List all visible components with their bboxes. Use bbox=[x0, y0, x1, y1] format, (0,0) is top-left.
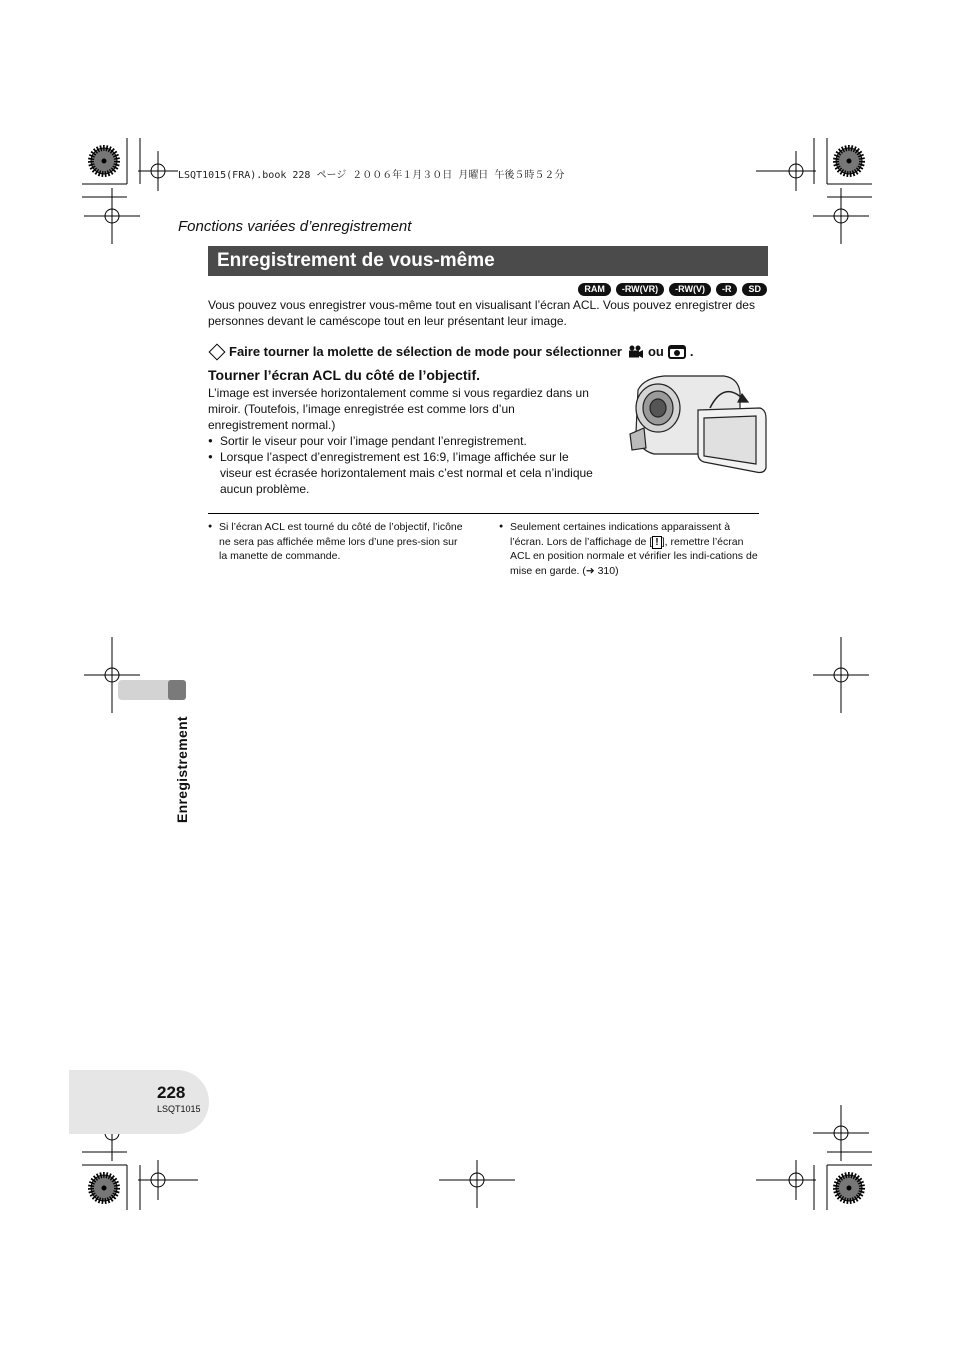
warning-icon: ! bbox=[652, 536, 662, 549]
badge-ram: RAM bbox=[578, 283, 611, 296]
note-right bbox=[499, 520, 765, 578]
step-text: Faire tourner la molette de sélection de mode pour sélectionner bbox=[229, 344, 622, 359]
side-tab-label: Enregistrement bbox=[174, 716, 190, 823]
badge-rw-v: -RW(V) bbox=[669, 283, 711, 296]
badge-rw-vr: -RW(VR) bbox=[616, 283, 664, 296]
bullet-item: ● Lorsque l’aspect d’enregistrement est 16:9, l’image affichée sur le viseur est écrasée horizontalement mais c’est normal et cela n’indique aucun problème. bbox=[208, 449, 598, 497]
note-right-text bbox=[499, 520, 765, 578]
section-header: Fonctions variées d’enregistrement bbox=[178, 218, 412, 235]
page-number: 228 bbox=[157, 1083, 186, 1102]
note-right-part2: ], remettre l’écran ACL en position normale et vérifier les indi-cations de mise en garde. (➜ 310) bbox=[510, 535, 758, 577]
intro-text: Vous pouvez vous enregistrer vous-même tout en visualisant l’écran ACL. Vous pouvez enregistrer des personnes devant le caméscope tout en leur présentant leur image. bbox=[208, 298, 755, 328]
still-camera-icon bbox=[668, 345, 686, 359]
movie-camera-icon bbox=[628, 345, 644, 359]
page-title: Enregistrement de vous-même bbox=[217, 250, 495, 271]
note-right-part1: Seulement certaines indications apparaissent à l’écran. Lors de l’affichage de [ bbox=[510, 521, 731, 548]
note-left-text: ● Si l’écran ACL est tourné du côté de l’objectif, l’icône ne sera pas affichée même lors d’une pres-sion sur la manette de commande. bbox=[208, 520, 468, 564]
badge-r: -R bbox=[716, 283, 738, 296]
print-header: LSQT1015(FRA).book 228 ページ ２００６年１月３０日 月曜日 午後５時５２分 bbox=[178, 170, 565, 181]
title-bar bbox=[208, 246, 768, 276]
step-end: . bbox=[689, 344, 694, 359]
page-code: LSQT1015 bbox=[157, 1104, 201, 1114]
step-instruction bbox=[208, 344, 694, 359]
body-text bbox=[208, 385, 598, 497]
step-or: ou bbox=[647, 344, 664, 359]
subheading: Tourner l’écran ACL du côté de l’objectif. bbox=[208, 367, 481, 383]
diamond-icon bbox=[209, 343, 226, 360]
divider bbox=[208, 513, 759, 514]
camcorder-illustration bbox=[624, 370, 770, 474]
body-paragraph: L’image est inversée horizontalement comme si vous regardiez dans un miroir. (Toutefois, l’image enregistrée est comme lors d’un enregistrement normal.) bbox=[208, 386, 589, 432]
side-tab-marker bbox=[168, 680, 186, 700]
badge-sd: SD bbox=[742, 283, 767, 296]
bullet-item: ● Sortir le viseur pour voir l’image pendant l’enregistrement. bbox=[208, 433, 598, 449]
page-number-bg-right bbox=[69, 1070, 209, 1134]
note-left bbox=[208, 520, 468, 564]
media-badges bbox=[578, 283, 767, 296]
